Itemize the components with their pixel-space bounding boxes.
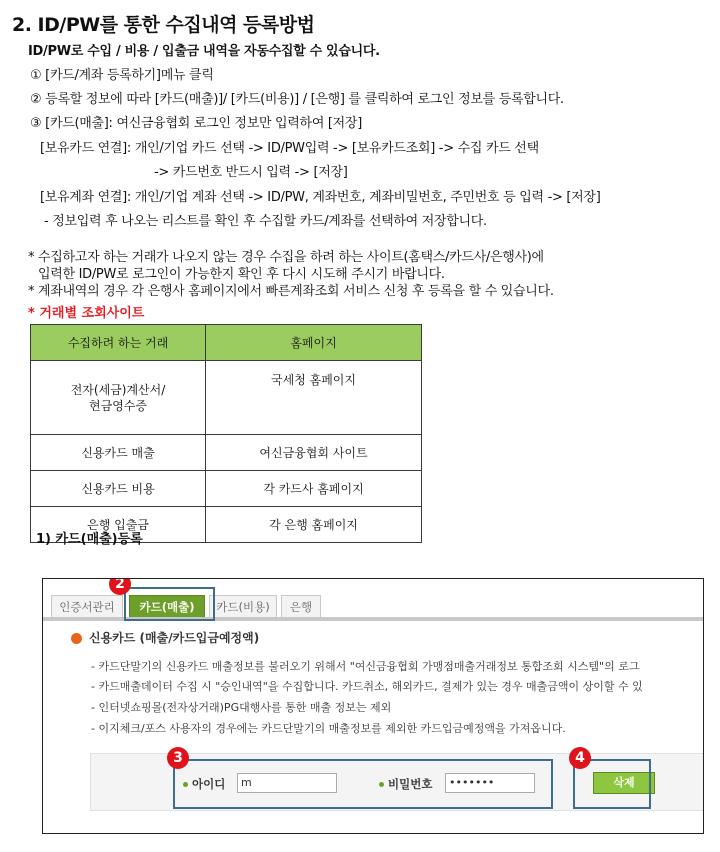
step-3-card-connect-cont: -> 카드번호 반드시 입력 -> [저장] [154,165,348,180]
description-line: - 인터넷쇼핑몰(전자상거래)PG대행사를 통한 매출 정보는 제외 [91,701,392,714]
step-3-account-connect: [보유계좌 연결]: 개인/기업 계좌 선택 -> ID/PW, 계좌번호, 계좌비밀번호, 주민번호 등 입력 -> [저장] [40,190,601,205]
id-input[interactable]: m [237,773,337,793]
table-cell: 은행 입출금 [31,507,206,543]
table-cell: 각 카드사 홈페이지 [206,471,422,507]
table-cell: 여신금융협회 사이트 [206,435,422,471]
section-heading: 2. ID/PW를 통한 수집내역 등록방법 [12,14,315,36]
password-input[interactable]: ••••••• [445,773,535,793]
tab-certificate[interactable]: 인증서관리 [51,595,123,617]
description-line: - 이지체크/포스 사용자의 경우에는 카드단말기의 매출정보를 제외한 카드입금예정액을 가져옵니다. [91,722,566,735]
highlight-tab-box [124,587,215,621]
note-1: * 수집하고자 하는 거래가 나오지 않는 경우 수집을 하려 하는 사이트(홈택스/카드사/은행사)에 [28,250,544,265]
table-row [31,471,422,507]
step-2: ② 등록할 정보에 따라 [카드(매출)]/ [카드(비용)] / [은행] 를 클릭하여 로그인 정보를 등록합니다. [30,92,564,107]
description-line: - 카드매출데이터 수집 시 "승인내역"을 수집합니다. 카드취소, 해외카드, 결제가 있는 경우 매출금액이 상이할 수 있 [91,680,643,693]
table-cell: 신용카드 매출 [31,435,206,471]
table-header: 홈페이지 [206,325,422,361]
table-cell: 국세청 홈페이지 [206,361,422,435]
note-1-cont: 입력한 ID/PW로 로그인이 가능한지 확인 후 다시 시도해 주시기 바랍니다. [38,267,445,282]
tab-card-sales[interactable]: 카드(매출) [129,595,205,617]
card-heading: 신용카드 (매출/카드입금예정액) [89,631,260,645]
save-button[interactable]: 삭제 [593,772,655,794]
table-row [31,361,422,435]
step-badge-2: 2 [109,578,131,595]
step-1: ① [카드/계좌 등록하기]메뉴 클릭 [30,68,214,83]
description-line: - 카드단말기의 신용카드 매출정보를 불러오기 위해서 "여신금융협회 가맹점매출거래정보 통합조회 시스템"의 로그 [91,660,640,673]
tab-bank[interactable]: 은행 [281,595,321,617]
step-3: ③ [카드(매출]: 여신금융협회 로그인 정보만 입력하여 [저장] [30,116,362,131]
table-row [31,435,422,471]
orange-bullet-icon [71,633,82,644]
note-2: * 계좌내역의 경우 각 은행사 홈페이지에서 빠른계좌조회 서비스 신청 후 등록을 할 수 있습니다. [28,284,554,299]
table-cell: 전자(세금)계산서/ 현금영수증 [31,361,206,435]
id-label: 아이디 [183,776,225,792]
embedded-screenshot [42,578,704,834]
highlight-login-box [173,759,553,809]
table-cell: 각 은행 홈페이지 [206,507,422,543]
step-badge-3: 3 [167,747,189,769]
step-badge-4: 4 [569,747,591,769]
step-3-list-note: - 정보입력 후 나오는 리스트를 확인 후 수집할 카드/계좌를 선택하여 저장합니다. [44,214,487,229]
password-label: 비밀번호 [379,776,432,792]
card-sales-section-title: 1) 카드(매출)등록 [36,532,143,547]
table-cell: 신용카드 비용 [31,471,206,507]
tab-card-expense[interactable]: 카드(비용) [209,595,277,617]
sites-table [30,324,422,543]
step-3-card-connect: [보유카드 연결]: 개인/기업 카드 선택 -> ID/PW입력 -> [보유카드조회] -> 수집 카드 선택 [40,141,539,156]
sites-title: * 거래별 조회사이트 [28,306,145,321]
section-subheading: ID/PW로 수입 / 비용 / 입출금 내역을 자동수집할 수 있습니다. [28,44,380,59]
table-header: 수집하려 하는 거래 [31,325,206,361]
